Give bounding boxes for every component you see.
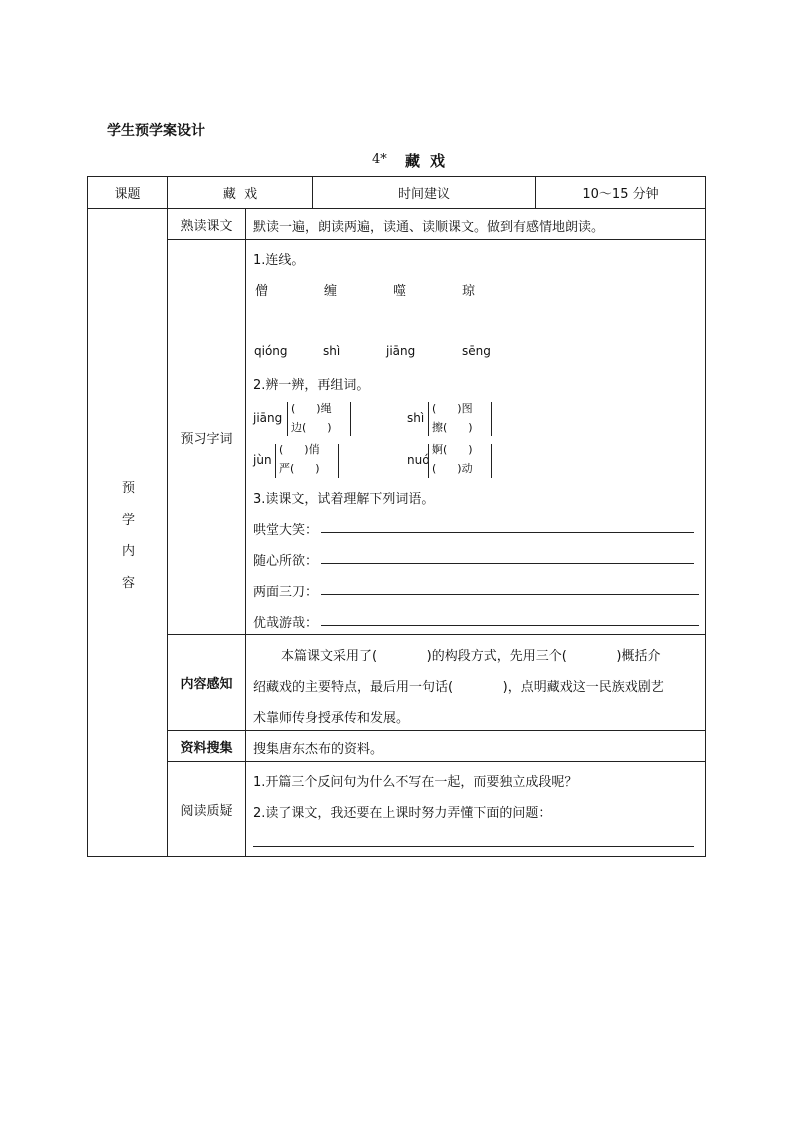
link-char: 噬 [393,284,407,299]
time-value: 10～15 分钟 [582,187,659,202]
question-q1: 1.开篇三个反问句为什么不写在一起，而要独立成段呢？ [253,775,578,790]
answer-line[interactable] [321,625,699,626]
question-q2: 2.读了课文，我还要在上课时努力弄懂下面的问题： [253,806,552,821]
preview-q3: 3.读课文，试着理解下列词语。 [253,492,435,507]
link-char: 琼 [462,284,476,299]
word-label: 哄堂大笑： [253,523,319,538]
preview-q1: 1.连线。 [253,253,305,268]
side-label-char: 学 [122,513,136,528]
answer-line[interactable] [321,594,699,595]
answer-line[interactable] [253,846,694,847]
read-content: 默读一遍，朗读两遍，读通、读顺课文。做到有感情地朗读。 [253,220,605,235]
link-char: 缠 [324,284,338,299]
collect-content: 搜集唐东杰布的资料。 [253,742,384,757]
link-char: 僧 [255,284,269,299]
collect-label: 资料搜集 [180,740,233,756]
side-label-char: 容 [122,576,136,591]
side-label-char: 预 [122,481,136,496]
answer-line[interactable] [321,563,694,564]
content-label: 内容感知 [180,677,233,692]
page-heading: 学生预学案设计 [107,123,205,139]
content-line: 术靠师传身授承传和发展。 [253,711,410,726]
link-pinyin: jiāng [386,344,416,358]
word-label: 优哉游哉： [253,616,319,631]
word-label: 随心所欲： [253,554,319,569]
content-line: 绍藏戏的主要特点，最后用一句话( )，点明藏戏这一民族戏剧艺 [253,680,664,695]
side-label-char: 内 [122,544,136,559]
lesson-number: 4* [372,152,387,167]
answer-line[interactable] [321,532,694,533]
content-line: 本篇课文采用了( )的构段方式，先用三个( )概括介 [281,649,661,664]
link-pinyin: sēng [462,344,491,358]
question-label: 阅读质疑 [180,803,233,819]
read-label: 熟读课文 [180,218,233,234]
lesson-title: 藏戏 [405,152,456,170]
link-pinyin: shì [323,344,341,358]
subject-value: 藏 戏 [222,187,258,202]
time-label: 时间建议 [397,187,450,202]
preview-q2: 2.辨一辨，再组词。 [253,378,370,393]
word-label: 两面三刀： [253,585,319,600]
subject-label: 课题 [114,187,141,202]
preview-label: 预习字词 [180,431,233,447]
link-pinyin: qióng [254,344,288,358]
